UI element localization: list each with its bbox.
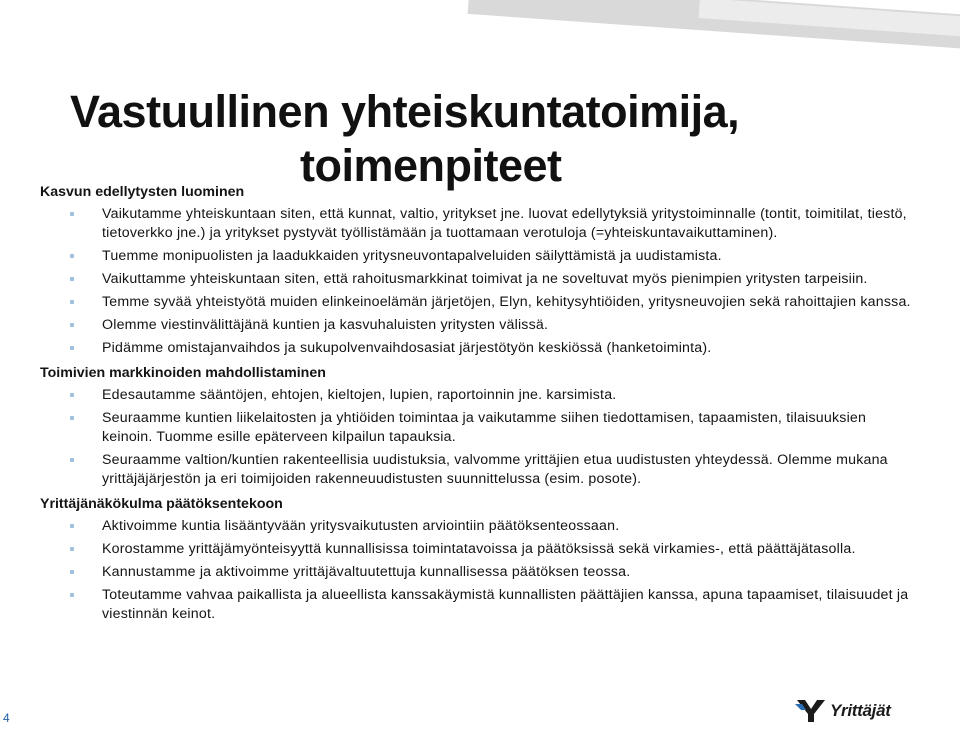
bullet-icon <box>70 323 74 327</box>
list-item: Toteutamme vahvaa paikallista ja alueellista kanssakäymistä kunnallisten päättäjien kanssa, apuna tapaamiset, tilaisuudet ja viestinnän keinot. <box>40 586 920 624</box>
list-item: Kannustamme ja aktivoimme yrittäjävaltuutettuja kunnallisessa päätöksen teossa. <box>40 563 920 582</box>
page-number: 4 <box>3 711 10 725</box>
section-heading-kasvun-edellytykset: Kasvun edellytysten luominen <box>40 184 245 200</box>
slide-content <box>40 181 920 628</box>
page-title-line-1: Vastuullinen yhteiskuntatoimija, <box>70 86 740 138</box>
list-item: Aktivoimme kuntia lisääntyvään yritysvaikutusten arviointiin päätöksenteossaan. <box>40 517 920 536</box>
list-item: Vaikuttamme yhteiskuntaan siten, että rahoitusmarkkinat toimivat ja ne soveltuvat myös pienimpien yritysten tarpeisiin. <box>40 270 920 289</box>
bullet-icon <box>70 547 74 551</box>
list-item: Seuraamme kuntien liikelaitosten ja yhtiöiden toimintaa ja vaikutamme siihen tiedottamisen, tapaamisten, tilaisuuksien keinoin. Tuomme esille epäterveen kilpailun tapauksia. <box>40 409 920 447</box>
list-item: Edesautamme sääntöjen, ehtojen, kieltojen, lupien, raportoinnin jne. karsimista. <box>40 386 920 405</box>
list-item: Pidämme omistajanvaihdos ja sukupolvenvaihdosasiat järjestötyön keskiössä (hanketoiminta). <box>40 339 920 358</box>
section-heading-toimivat-markkinat: Toimivien markkinoiden mahdollistaminen <box>40 365 326 381</box>
page-title-line-2: toimenpiteet <box>300 140 562 192</box>
bullet-icon <box>70 524 74 528</box>
bullet-list-toimivat-markkinat <box>40 386 920 489</box>
list-item: Olemme viestinvälittäjänä kuntien ja kasvuhaluisten yritysten välissä. <box>40 316 920 335</box>
list-item: Vaikutamme yhteiskuntaan siten, että kunnat, valtio, yritykset jne. luovat edellytyksiä yritystoiminnalle (tontit, toimitilat, tiestö, tietoverkko jne.) ja yritykset pystyvät työllistämään ja tuottamaan verotuloja (=yhteiskuntavaikuttaminen). <box>40 205 920 243</box>
bullet-icon <box>70 570 74 574</box>
list-item: Korostamme yrittäjämyönteisyyttä kunnallisissa toimintatavoissa ja päätöksissä sekä virkamies-, että päättäjätasolla. <box>40 540 920 559</box>
list-item: Temme syvää yhteistyötä muiden elinkeinoelämän järjetöjen, Elyn, kehitysyhtiöiden, yritysneuvojien sekä rahoittajien kanssa. <box>40 293 920 312</box>
bullet-icon <box>70 393 74 397</box>
list-item: Tuemme monipuolisten ja laadukkaiden yritysneuvontapalveluiden säilyttämistä ja uudistamista. <box>40 247 920 266</box>
bullet-icon <box>70 346 74 350</box>
section-heading-yrittajanakokulma: Yrittäjänäkökulma päätöksentekoon <box>40 496 283 512</box>
yrittajat-logo <box>795 697 915 725</box>
list-item: Seuraamme valtion/kuntien rakenteellisia uudistuksia, valvomme yrittäjien etua uudistusten yhteydessä. Olemme mukana yrittäjäjärjestön ja eri toimijoiden rakenneuudistusten suunnittelussa (esim. posote). <box>40 451 920 489</box>
bullet-icon <box>70 593 74 597</box>
logo-text: Yrittäjät <box>830 701 891 720</box>
bullet-icon <box>70 416 74 420</box>
bullet-list-yrittajanakokulma <box>40 517 920 624</box>
suomen-yrittajat-logo-icon <box>795 698 827 724</box>
bullet-icon <box>70 212 74 216</box>
page-title <box>70 85 850 193</box>
bullet-icon <box>70 254 74 258</box>
bullet-list-kasvun-edellytykset <box>40 205 920 358</box>
bullet-icon <box>70 458 74 462</box>
bullet-icon <box>70 277 74 281</box>
bullet-icon <box>70 300 74 304</box>
